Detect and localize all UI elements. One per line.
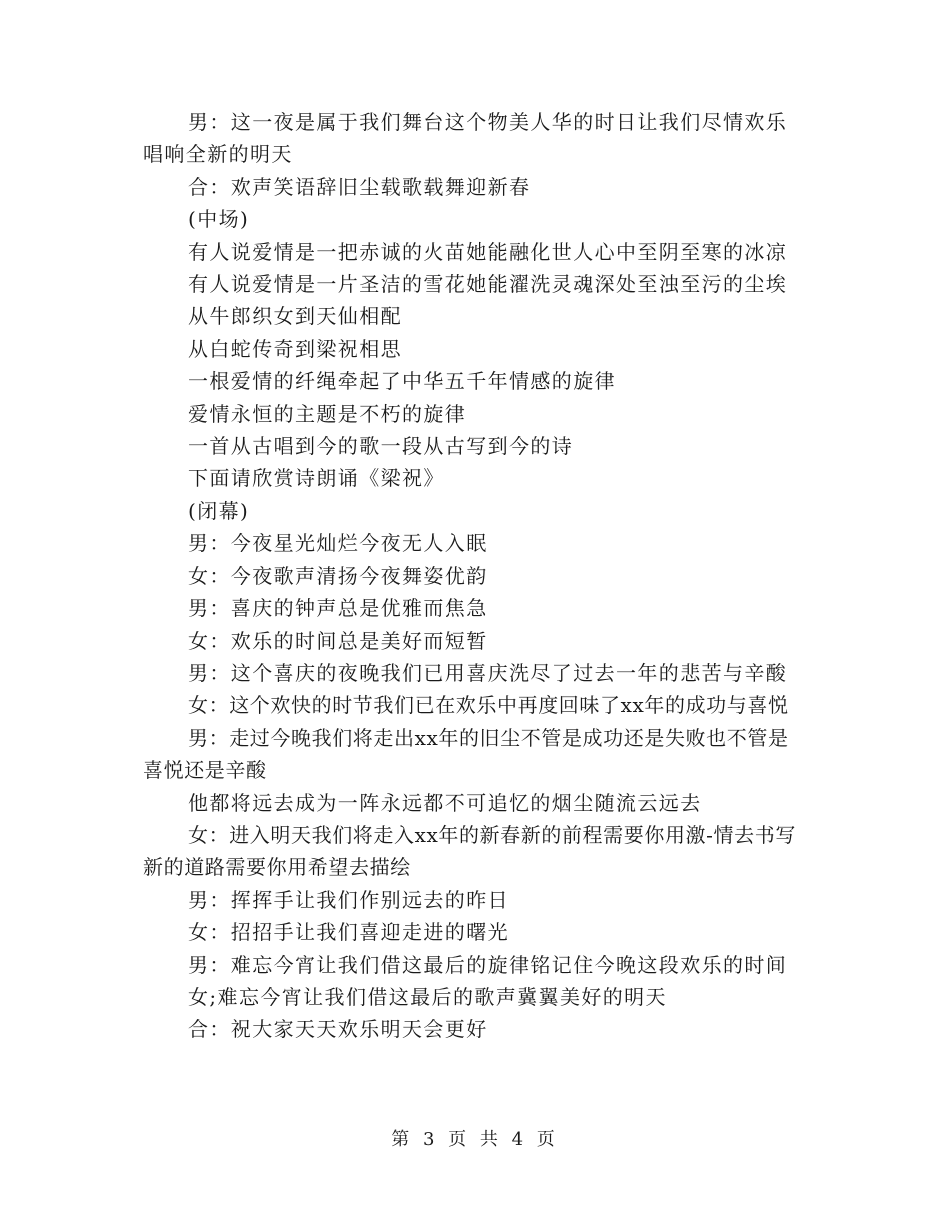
paragraph: 一首从古唱到今的歌一段从古写到今的诗 xyxy=(188,434,574,459)
document-body xyxy=(143,106,803,1046)
paragraph: 有人说爱情是一片圣洁的雪花她能濯洗灵魂深处至浊至污的尘埃 xyxy=(188,272,788,297)
paragraph: 有人说爱情是一把赤诚的火苗她能融化世人心中至阴至寒的冰凉 xyxy=(188,239,788,264)
paragraph: 从白蛇传奇到梁祝相思 xyxy=(188,336,402,361)
paragraph: 男：喜庆的钟声总是优雅而焦急 xyxy=(188,596,488,621)
paragraph: 女：进入明天我们将走入xx年的新春新的前程需要你用激-情去书写新的道路需要你用希望去描绘 xyxy=(143,822,796,880)
paragraph: (中场) xyxy=(188,207,250,232)
paragraph: 男：挥挥手让我们作别远去的昨日 xyxy=(188,887,509,912)
page-number-footer: 第 3 页 共 4 页 xyxy=(391,1129,559,1150)
paragraph: 从牛郎织女到天仙相配 xyxy=(188,304,402,329)
paragraph: 一根爱情的纤绳牵起了中华五千年情感的旋律 xyxy=(188,369,616,394)
paragraph: 男：难忘今宵让我们借这最后的旋律铭记住今晚这段欢乐的时间 xyxy=(188,952,788,977)
paragraph: 男：这一夜是属于我们舞台这个物美人华的时日让我们尽情欢乐唱响全新的明天 xyxy=(143,110,788,167)
paragraph: 合：祝大家天天欢乐明天会更好 xyxy=(188,1017,488,1042)
paragraph: 女：欢乐的时间总是美好而短暂 xyxy=(188,628,488,653)
paragraph: 男：这个喜庆的夜晚我们已用喜庆洗尽了过去一年的悲苦与辛酸 xyxy=(188,660,788,685)
paragraph: 女：今夜歌声清扬今夜舞姿优韵 xyxy=(188,563,488,588)
paragraph: 女：招招手让我们喜迎走进的曙光 xyxy=(188,920,509,945)
paragraph: 女：这个欢快的时节我们已在欢乐中再度回味了xx年的成功与喜悦 xyxy=(188,693,789,718)
paragraph: 男：走过今晚我们将走出xx年的旧尘不管是成功还是失败也不管是喜悦还是辛酸 xyxy=(143,725,789,783)
paragraph: 爱情永恒的主题是不朽的旋律 xyxy=(188,401,467,426)
paragraph: 女;难忘今宵让我们借这最后的歌声冀翼美好的明天 xyxy=(188,984,667,1009)
paragraph: 男：今夜星光灿烂今夜无人入眠 xyxy=(188,531,488,556)
paragraph: 他都将远去成为一阵永远都不可追忆的烟尘随流云远去 xyxy=(188,790,702,815)
paragraph: 下面请欣赏诗朗诵《梁祝》 xyxy=(188,466,445,491)
paragraph: (闭幕) xyxy=(188,498,250,523)
paragraph: 合：欢声笑语辞旧尘载歌载舞迎新春 xyxy=(188,174,531,199)
